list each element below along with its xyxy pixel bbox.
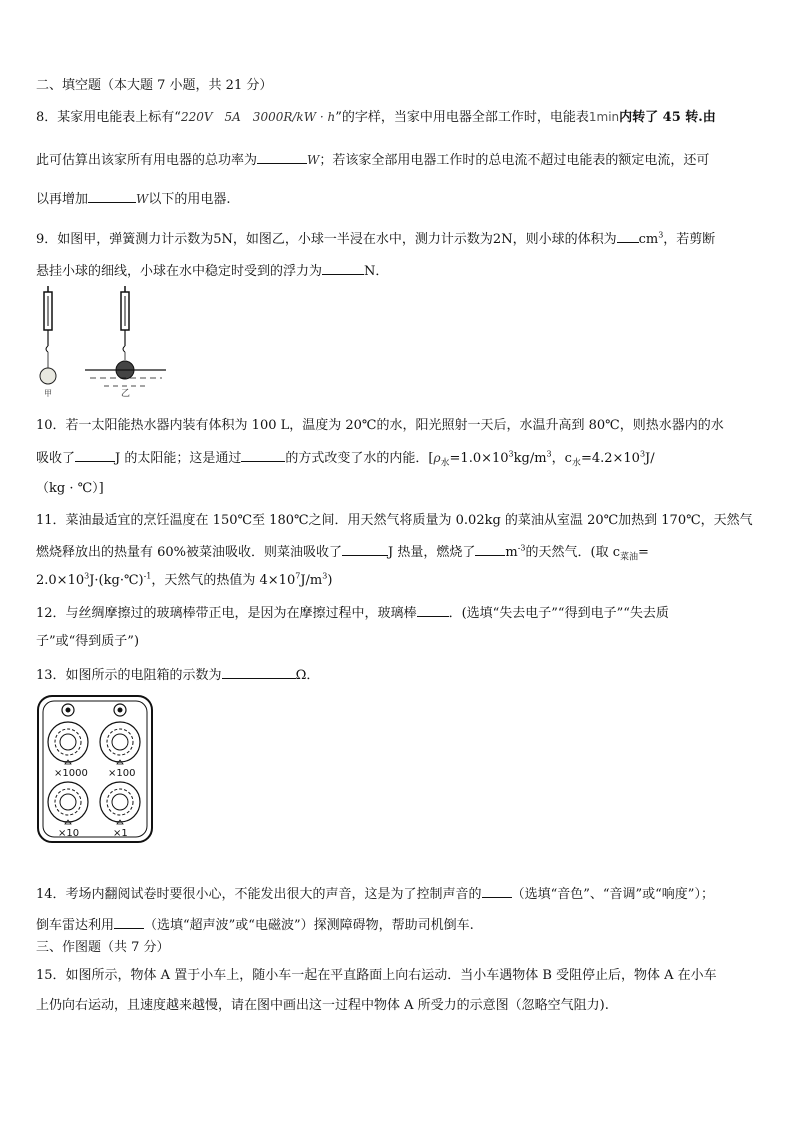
q8-answer-blank-1[interactable] [257, 151, 307, 164]
knob-label-x10: ×10 [58, 828, 80, 839]
q9-spring-scale-figure [30, 284, 170, 400]
q8-line3: 以再增加 W以下的用电器. [36, 192, 231, 207]
fig-label-yi: 乙 [121, 389, 131, 399]
q8-meter-spec: 220V 5A 3000R/kW · h [180, 110, 336, 124]
q8-number: 8． [36, 110, 58, 125]
q10-answer-blank-1[interactable] [75, 449, 115, 462]
q15-line2: 上仍向右运动，且速度越来越慢，请在图中画出这一过程中物体 A 所受力的示意图（忽略空气阻力). [36, 998, 609, 1013]
resistance-box-figure [36, 694, 156, 846]
q10-answer-blank-2[interactable] [241, 449, 285, 462]
q14-line2: 倒车雷达利用 （选填“超声波”或“电磁波”）探测障碍物，帮助司机倒车. [36, 918, 474, 933]
q14-answer-blank-2[interactable] [114, 916, 144, 929]
q9-answer-blank-1[interactable] [617, 230, 639, 243]
q11-line1: 11．菜油最适宜的烹饪温度在 150℃至 180℃之间．用天然气将质量为 0.02kg 的菜油从室温 20℃加热到 170℃，天然气 [36, 513, 753, 528]
q11-answer-blank-1[interactable] [342, 543, 388, 556]
q14-answer-blank-1[interactable] [482, 885, 512, 898]
q11-line2: 燃烧释放出的热量有 60%被菜油吸收．则菜油吸收了 J 热量，燃烧了 $m^{-3}$的天然气．(取 $c_{菜油}=$ [36, 543, 649, 563]
q12-line1: 12．与丝绸摩擦过的玻璃棒带正电，是因为在摩擦过程中，玻璃棒 ．(选填“失去电子”“得到电子”“失去质 [36, 606, 669, 621]
q13-line1: 13．如图所示的电阻箱的示数为 Ω． [36, 668, 320, 683]
q13-answer-blank[interactable] [222, 666, 296, 679]
knob-label-x100: ×100 [108, 768, 136, 779]
q14-line1: 14．考场内翻阅试卷时要很小心，不能发出很大的声音，这是为了控制声音的 （选填“音色”、“音调”或“响度”）； [36, 887, 714, 902]
q8-time: 1min [588, 110, 620, 124]
knob-label-x1: ×1 [113, 828, 128, 839]
q15-line1: 15．如图所示，物体 A 置于小车上，随小车一起在平直路面上向右运动．当小车遇物体 B 受阻停止后，物体 A 在小车 [36, 968, 717, 983]
fig-label-jia: 甲 [44, 389, 52, 398]
q10-line2: 吸收了 J 的太阳能；这是通过 的方式改变了水的内能．[$\rho_水=1.0\times 10^3kg/m^3$，$c_水=4.2\times 10^3J/$ [36, 449, 655, 469]
ball-jia [40, 368, 56, 384]
q8-line1: 8．某家用电能表上标有“220V 5A 3000R/kW · h”的字样，当家中用电器全部工作时，电能表1min内转了 45 转.由 [36, 110, 716, 125]
section-heading-fill-blank: 二、填空题（本大题 7 小题，共 21 分） [36, 78, 273, 93]
q11-answer-blank-2[interactable] [475, 543, 505, 556]
q9-answer-blank-2[interactable] [322, 262, 364, 275]
q9-line2: 悬挂小球的细线，小球在水中稳定时受到的浮力为 N． [36, 264, 389, 279]
q11-line3: $2.0\times 10^3J\cdot(kg\cdot℃)^{-1}$，天然气的热值为 $4\times 10^7J/m^3$) [36, 571, 333, 588]
knob-label-x1000: ×1000 [54, 768, 88, 779]
q10-line3: （kg · ℃）] [36, 481, 104, 496]
q12-line2: 子”或“得到质子”) [36, 634, 140, 649]
q8-line2: 此可估算出该家所有用电器的总功率为 W；若该家全部用电器工作时的总电流不超过电能表的额定电流，还可 [36, 153, 710, 168]
section-heading-drawing: 三、作图题（共 7 分） [36, 940, 170, 955]
q12-answer-blank[interactable] [417, 604, 449, 617]
q8-answer-blank-2[interactable] [88, 190, 136, 203]
spring-scale-yi [121, 286, 129, 360]
q10-line1: 10．若一太阳能热水器内装有体积为 100 L，温度为 20℃的水，阳光照射一天后，水温升高到 80℃，则热水器内的水 [36, 418, 724, 433]
spring-scale-jia [44, 286, 52, 368]
q9-line1: 9．如图甲，弹簧测力计示数为5N，如图乙，小球一半浸在水中，测力计示数为2N，则小球的体积为 $cm^3$，若剪断 [36, 230, 716, 247]
